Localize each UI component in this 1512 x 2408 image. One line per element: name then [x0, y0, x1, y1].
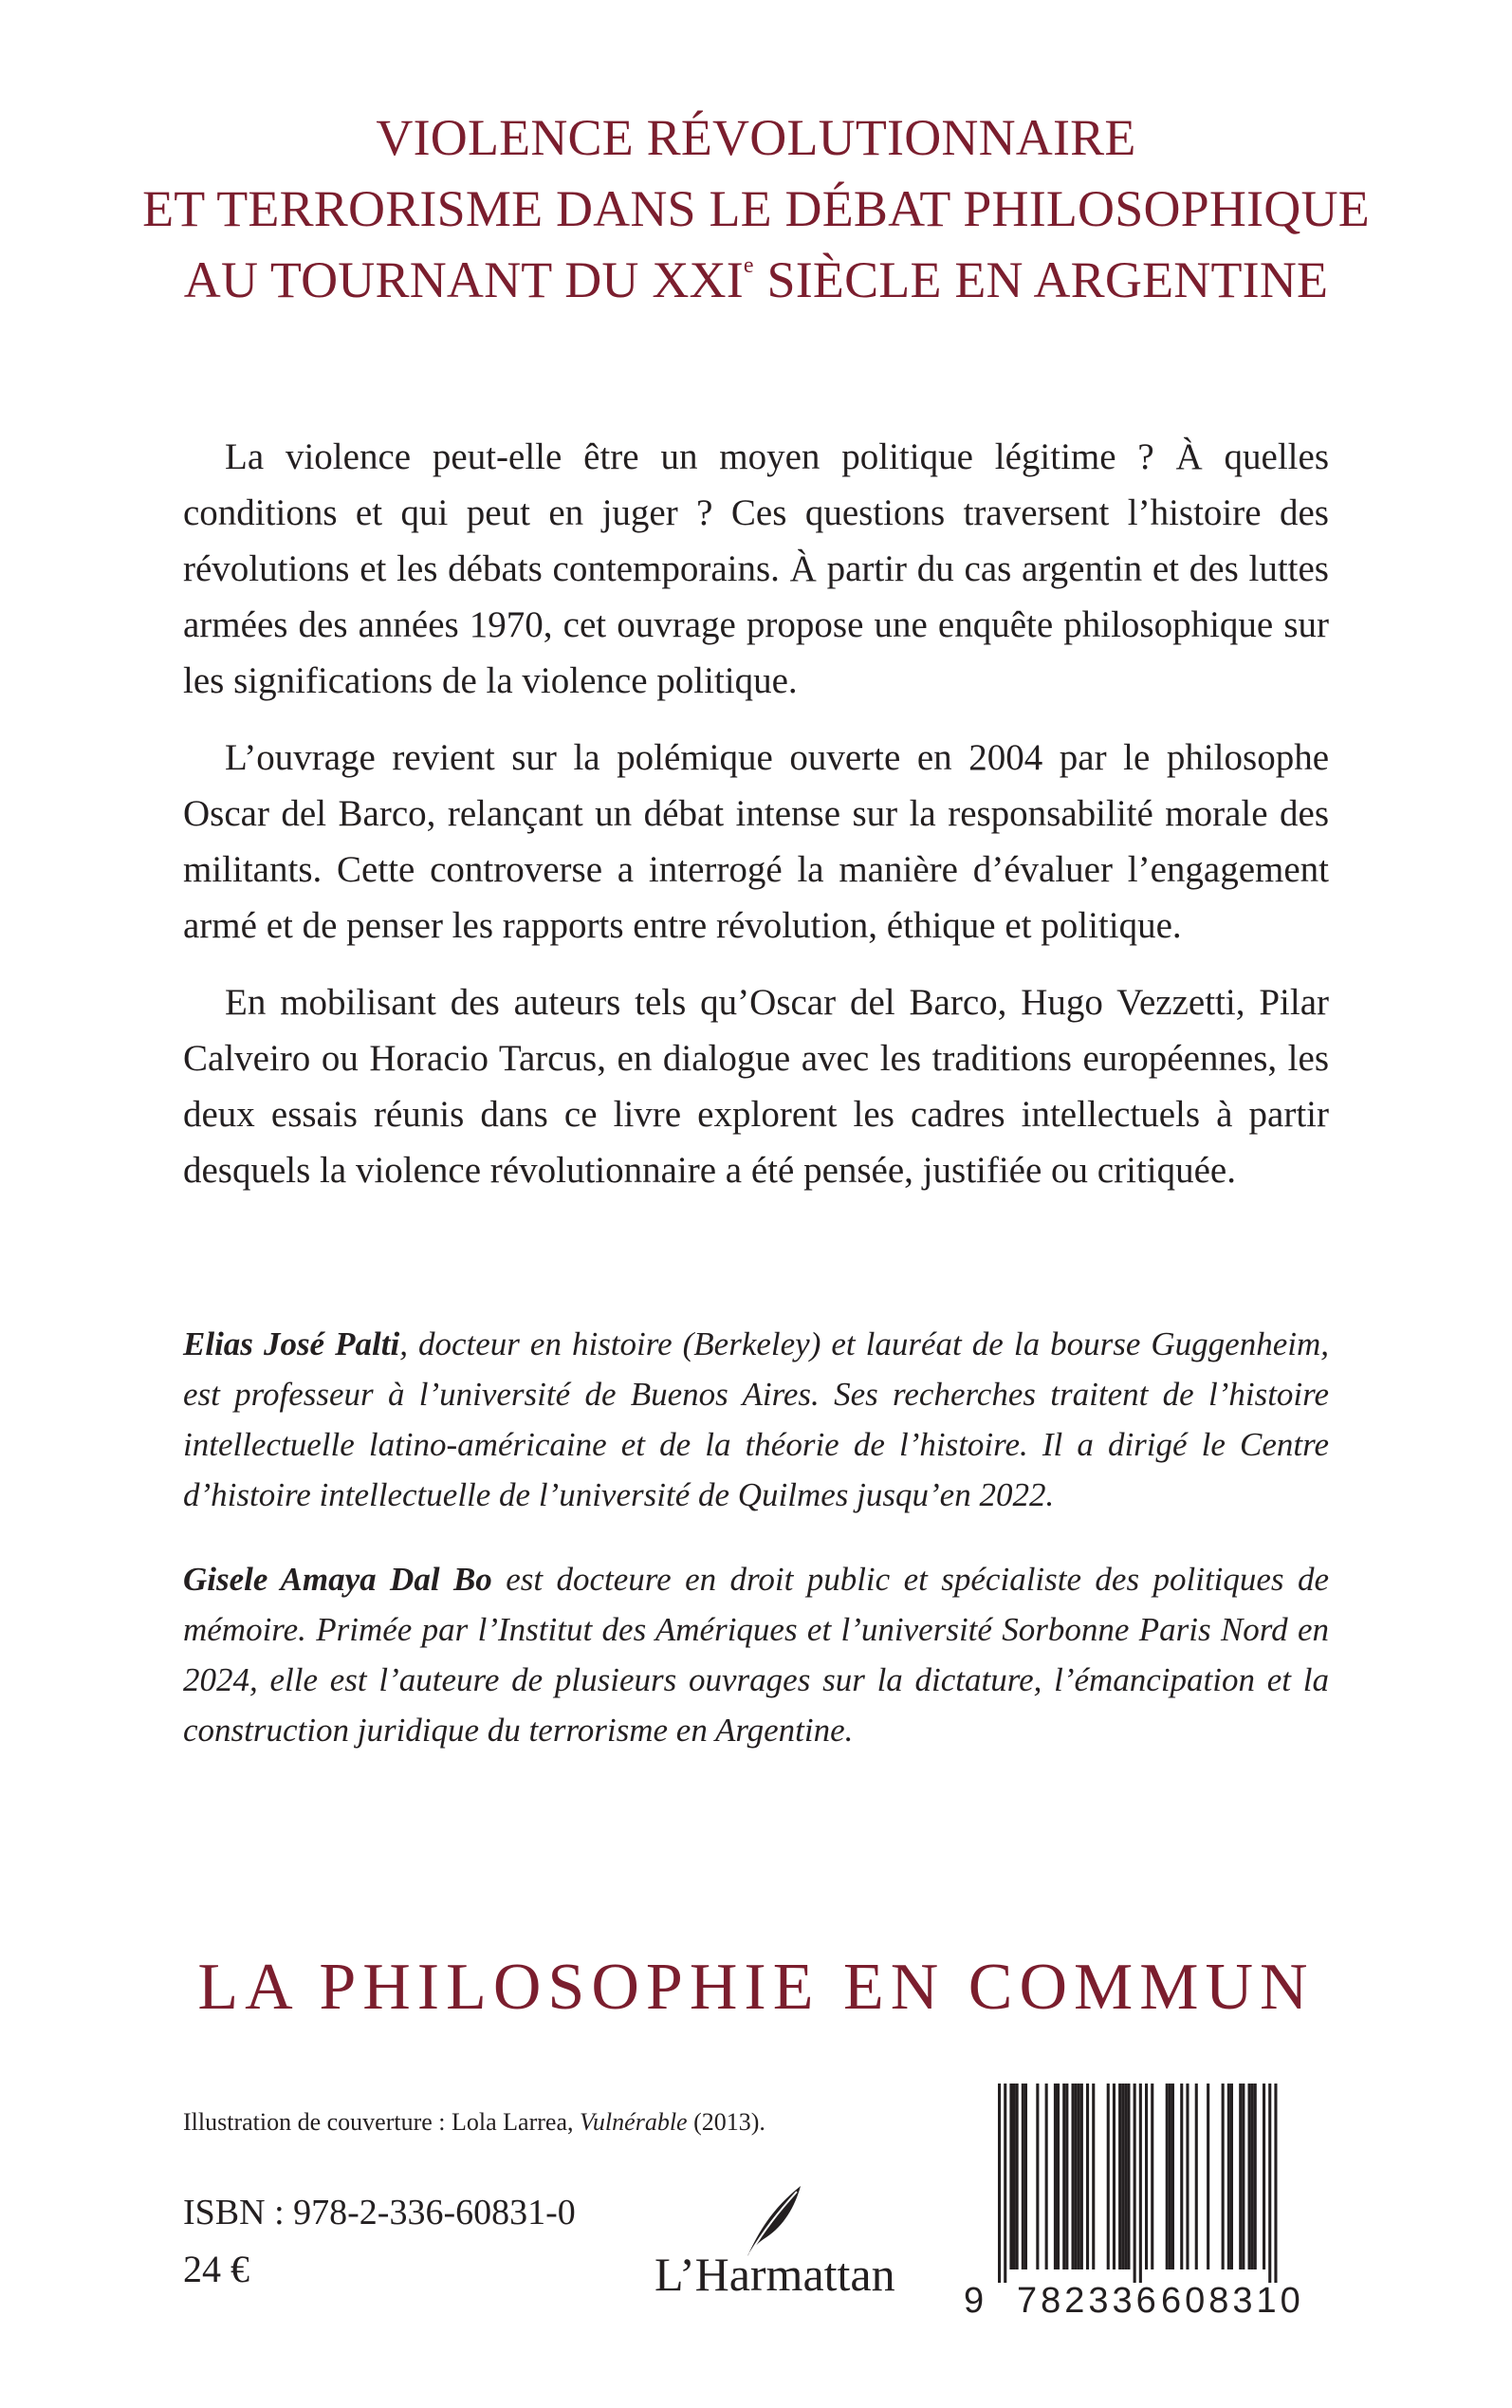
author-bio-2 [183, 1554, 1329, 1755]
title-line-3-start: AU TOURNANT DU XXI [183, 251, 744, 308]
barcode-left-digits: 782336 [1017, 2281, 1160, 2321]
author-name-1: Elias José Palti [183, 1325, 400, 1362]
barcode-bar [1222, 2084, 1225, 2269]
author-bio-1-text: , docteur en histoire (Berkeley) et lauréat de la bourse Guggenheim, est professeur à l’université de Buenos Aires. Ses recherches traitent de l’histoire intellectuelle latino-américaine et de la théorie de l’histoire. Il a dirigé le Centre d’histoire intellectuelle de l’université de Quilmes jusqu’en 2022. [183, 1325, 1329, 1513]
title-line-3-end: SIÈCLE EN ARGENTINE [753, 251, 1329, 308]
summary-text [183, 429, 1329, 1219]
barcode [960, 2084, 1309, 2332]
barcode-bar [1065, 2084, 1068, 2269]
barcode-bar [1227, 2084, 1230, 2269]
summary-paragraph-3: En mobilisant des auteurs tels qu’Oscar del Barco, Hugo Vezzetti, Pilar Calveiro ou Horacio Tarcus, en dialogue avec les traditions européennes, les deux essais réunis dans ce livre explorent les cadres intellectuels à partir desquels la violence révolutionnaire a été pensée, justifiée ou critiquée. [183, 982, 1329, 1191]
barcode-bar [1180, 2084, 1183, 2269]
publisher-logo [655, 2182, 895, 2306]
barcode-bar [1248, 2084, 1251, 2269]
barcode-bar [1274, 2084, 1277, 2283]
cover-credit [183, 2108, 765, 2137]
summary-paragraph-1: La violence peut-elle être un moyen politique légitime ? À quelles conditions et qui peut en juger ? Ces questions traversent l’histoire des révolutions et les débats contemporains. À partir du cas argentin et des luttes armées des années 1970, cet ouvrage propose une enquête philosophique sur les significations de la violence politique. [183, 436, 1329, 701]
barcode-bar [1004, 2084, 1006, 2283]
barcode-bar [1127, 2084, 1130, 2269]
barcode-bar [1134, 2084, 1136, 2283]
barcode-bar [1251, 2084, 1254, 2269]
barcode-bar [1145, 2084, 1148, 2269]
barcode-bar [1054, 2084, 1057, 2269]
barcode-bar [1024, 2084, 1027, 2269]
barcode-bar [1062, 2084, 1065, 2269]
title-superscript: e [743, 253, 754, 278]
author-bio-1 [183, 1319, 1329, 1520]
barcode-bar [1207, 2084, 1209, 2269]
barcode-bar [1169, 2084, 1171, 2269]
barcode-bar [1045, 2084, 1048, 2269]
barcode-bar [1022, 2084, 1024, 2269]
barcode-bar [1092, 2084, 1095, 2269]
barcode-bar [1195, 2084, 1198, 2269]
barcode-bar [1080, 2084, 1083, 2269]
barcode-bar [1075, 2084, 1078, 2269]
barcode-bar [1186, 2084, 1189, 2269]
author-bio-2-text: est docteure en droit public et spécialiste des politiques de mémoire. Primée par l’Institut des Amériques et l’université Sorbonne Paris Nord en 2024, elle est l’auteure de plusieurs ouvrages sur la dictature, l’émancipation et la construction juridique du terrorisme en Argentine. [183, 1561, 1329, 1749]
barcode-bar [998, 2084, 1001, 2283]
barcode-bar [1107, 2084, 1110, 2269]
barcode-bar [1013, 2084, 1016, 2269]
barcode-bar [1036, 2084, 1039, 2269]
barcode-bar [1118, 2084, 1121, 2269]
author-name-2: Gisele Amaya Dal Bo [183, 1561, 492, 1598]
credit-prefix: Illustration de couverture : Lola Larrea, [183, 2108, 580, 2136]
summary-paragraph-2: L’ouvrage revient sur la polémique ouverte en 2004 par le philosophe Oscar del Barco, relançant un débat intense sur la responsabilité morale des militants. Cette controverse a interrogé la manière d’évaluer l’engagement armé et de penser les rapports entre révolution, éthique et politique. [183, 737, 1329, 946]
price: 24 € [183, 2248, 249, 2290]
collection-name: LA PHILOSOPHIE EN COMMUN [197, 1951, 1315, 2024]
barcode-bar [1086, 2084, 1089, 2269]
barcode-bar [1242, 2084, 1245, 2269]
publisher-name: L’Harmattan [655, 2248, 895, 2301]
book-title [0, 102, 1512, 316]
barcode-bar [1254, 2084, 1257, 2269]
barcode-bar [1151, 2084, 1153, 2269]
barcode-bar [1009, 2084, 1012, 2269]
barcode-bar [1124, 2084, 1127, 2269]
barcode-bar [1263, 2084, 1265, 2269]
barcode-bar [1268, 2084, 1271, 2283]
barcode-bar [1239, 2084, 1242, 2269]
barcode-bar [1230, 2084, 1233, 2269]
title-line-2: ET TERRORISME DANS LE DÉBAT PHILOSOPHIQUE [142, 180, 1370, 237]
barcode-bar [1166, 2084, 1169, 2269]
title-line-1: VIOLENCE RÉVOLUTIONNAIRE [376, 109, 1136, 166]
barcode-lead-digit: 9 [964, 2281, 985, 2321]
barcode-bar [1171, 2084, 1174, 2269]
barcode-bar [1057, 2084, 1060, 2269]
credit-suffix: (2013). [687, 2108, 765, 2136]
title-line-3 [0, 245, 1512, 316]
barcode-bars [960, 2084, 1309, 2283]
barcode-bar [1121, 2084, 1124, 2269]
isbn: ISBN : 978-2-336-60831-0 [183, 2193, 576, 2232]
barcode-bar [1072, 2084, 1075, 2269]
credit-work: Vulnérable [579, 2108, 688, 2136]
author-bios [183, 1319, 1329, 1789]
barcode-bar [1139, 2084, 1142, 2283]
barcode-bar [1078, 2084, 1080, 2269]
barcode-right-digits: 608310 [1161, 2281, 1304, 2321]
barcode-bar [1113, 2084, 1116, 2269]
barcode-bar [1016, 2084, 1019, 2269]
